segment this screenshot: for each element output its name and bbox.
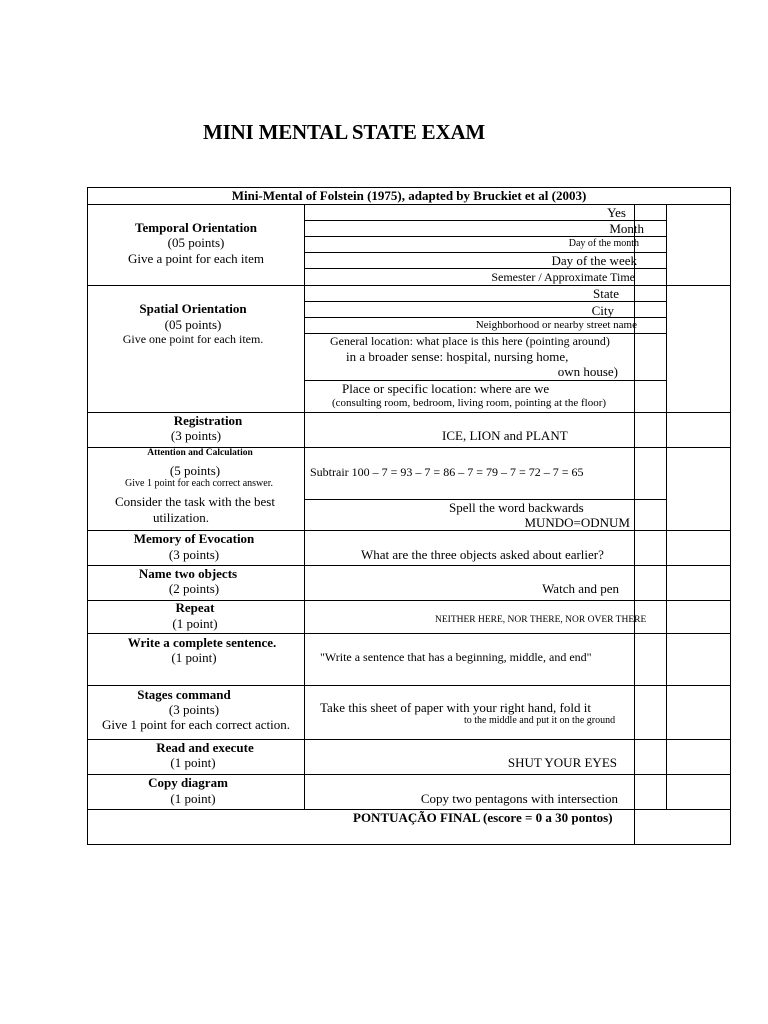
- spatial-item: Place or specific location: where are we: [342, 381, 550, 396]
- read-task: SHUT YOUR EYES: [507, 755, 617, 770]
- spatial-item: in a broader sense: hospital, nursing home,: [346, 349, 569, 364]
- repeat-task: NEITHER HERE, NOR THERE, NOR OVER THERE: [435, 615, 647, 625]
- spatial-points: (05 points): [164, 317, 222, 332]
- table-rule: [634, 204, 635, 845]
- final-score-label: PONTUAÇÃO FINAL (escore = 0 a 30 pontos): [353, 810, 613, 825]
- spatial-item: (consulting room, bedroom, living room, pointing at the floor): [332, 397, 607, 409]
- temporal-points: (05 points): [167, 235, 225, 250]
- table-rule: [304, 236, 666, 237]
- temporal-item: Yes: [607, 205, 626, 220]
- attention-task: Spell the word backwards: [449, 500, 584, 515]
- read-points: (1 point): [170, 755, 216, 770]
- stages-name: Stages command: [137, 687, 231, 702]
- copy-name: Copy diagram: [148, 775, 228, 790]
- attention-task: MUNDO=ODNUM: [524, 515, 630, 530]
- registration-points: (3 points): [170, 428, 222, 443]
- spatial-instruction: Give one point for each item.: [122, 332, 264, 346]
- spatial-item: City: [591, 303, 614, 318]
- stages-task: to the middle and put it on the ground: [464, 715, 616, 726]
- spatial-item: Neighborhood or nearby street name: [475, 319, 637, 331]
- spatial-item: State: [593, 286, 619, 301]
- name-objects-name: Name two objects: [138, 566, 238, 581]
- name-objects-task: Watch and pen: [542, 581, 619, 596]
- table-rule: [304, 268, 666, 269]
- repeat-points: (1 point): [172, 616, 218, 631]
- stages-instruction: Give 1 point for each correct action.: [101, 717, 291, 732]
- registration-task: ICE, LION and PLANT: [442, 428, 568, 443]
- spatial-item: General location: what place is this here (pointing around): [330, 334, 610, 348]
- attention-task: Subtrair 100 – 7 = 93 – 7 = 86 – 7 = 79 – 7 = 72 – 7 = 65: [310, 465, 584, 479]
- stages-task: Take this sheet of paper with your right hand, fold it: [320, 700, 591, 715]
- registration-name: Registration: [173, 413, 243, 428]
- copy-points: (1 point): [170, 791, 216, 806]
- evocation-points: (3 points): [168, 547, 220, 562]
- attention-name: Attention and Calculation: [147, 448, 253, 458]
- temporal-name: Temporal Orientation: [135, 220, 257, 235]
- temporal-item: Day of the month: [568, 238, 639, 249]
- table-rule: [304, 301, 666, 302]
- table-header: Mini-Mental of Folstein (1975), adapted by Bruckiet et al (2003): [231, 188, 587, 203]
- evocation-task: What are the three objects asked about earlier?: [361, 547, 604, 562]
- evocation-name: Memory of Evocation: [133, 531, 255, 546]
- temporal-item: Day of the week: [551, 253, 637, 268]
- page-title: MINI MENTAL STATE EXAM: [203, 120, 486, 144]
- copy-task: Copy two pentagons with intersection: [420, 791, 618, 806]
- attention-instruction: Give 1 point for each correct answer.: [125, 478, 273, 489]
- repeat-name: Repeat: [175, 600, 215, 615]
- stages-points: (3 points): [168, 702, 220, 717]
- attention-instruction: Consider the task with the best: [115, 494, 275, 509]
- spatial-name: Spatial Orientation: [139, 301, 247, 316]
- temporal-instruction: Give a point for each item: [127, 251, 265, 266]
- name-objects-points: (2 points): [168, 581, 220, 596]
- attention-instruction: utilization.: [153, 510, 209, 525]
- spatial-item: own house): [557, 364, 618, 379]
- attention-points: (5 points): [169, 463, 221, 478]
- sentence-points: (1 point): [171, 650, 217, 665]
- read-name: Read and execute: [156, 740, 254, 755]
- table-rule: [666, 204, 667, 809]
- temporal-item: Semester / Approximate Time: [491, 270, 635, 284]
- sentence-task: "Write a sentence that has a beginning, middle, and end": [320, 650, 592, 664]
- sentence-name: Write a complete sentence.: [127, 635, 277, 650]
- temporal-item: Month: [609, 221, 644, 236]
